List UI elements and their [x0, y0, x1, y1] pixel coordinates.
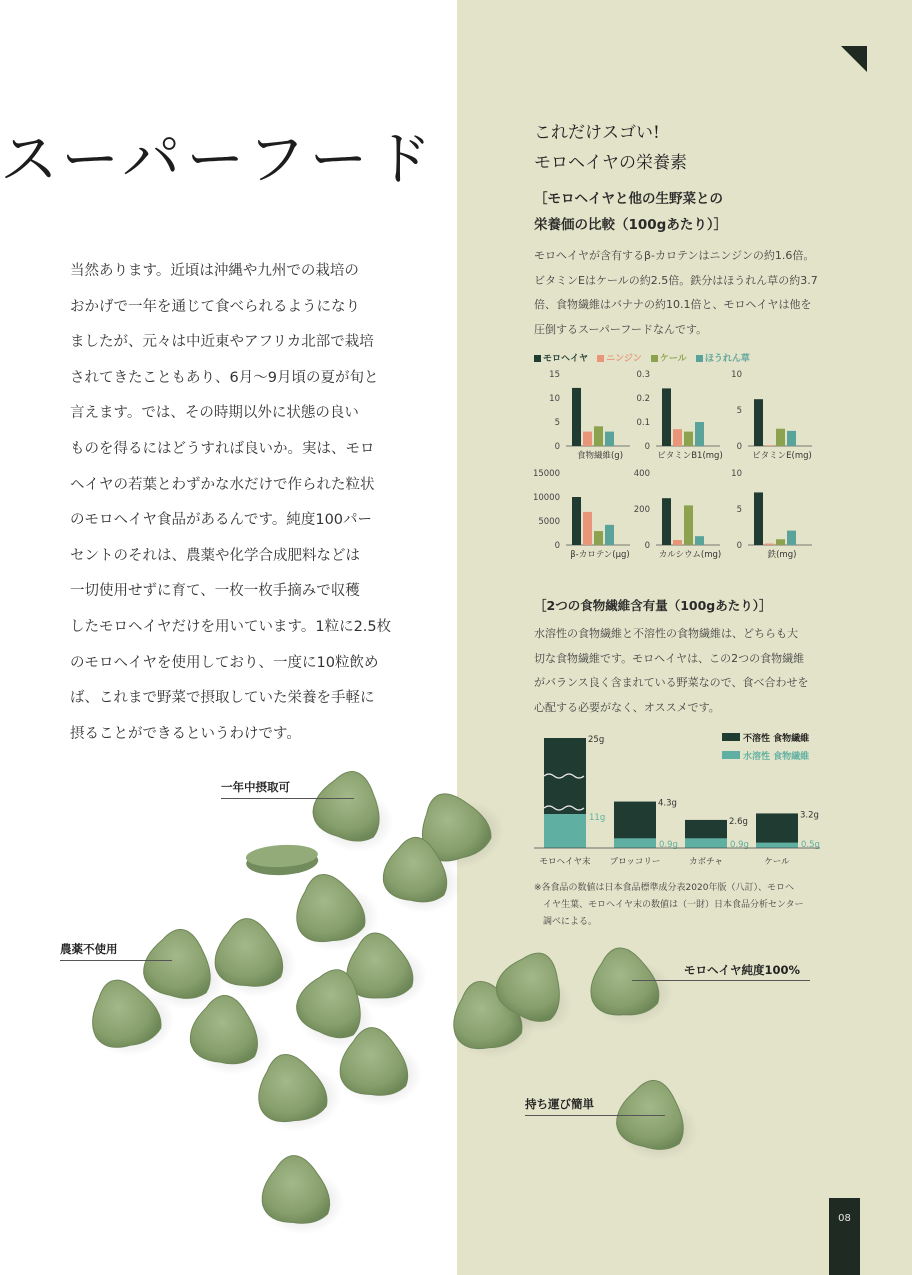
y-tick-label: 0: [736, 541, 742, 551]
y-tick-label: 5: [736, 406, 742, 416]
y-tick-label: 10: [731, 370, 742, 380]
tag-leader-line: [525, 1115, 665, 1116]
legend-label: ケール: [659, 354, 687, 364]
source-note-line: 調べによる。: [534, 917, 598, 927]
tag-leader-line: [221, 798, 354, 799]
y-tick-label: 400: [633, 469, 650, 479]
body-line: のモロヘイヤを使用しており、一度に10粒飲め: [70, 654, 379, 671]
compare-heading-line: 栄養価の比較（100gあたり）］: [534, 217, 728, 233]
page-number: 08: [838, 1213, 851, 1224]
y-tick-label: 0.2: [636, 394, 650, 404]
soluble-label: 11g: [589, 813, 606, 823]
tag-leader-line: [632, 980, 810, 981]
y-tick-label: 0: [644, 442, 650, 452]
category-label: モロヘイヤ末: [539, 857, 591, 867]
category-label: ブロッコリー: [609, 857, 661, 867]
body-line: 言えます。では、その時期以外に状態の良い: [70, 405, 359, 422]
fiber-paragraph-line: がバランス良く含まれている野菜なので、食べ合わせを: [534, 676, 809, 689]
total-label: 2.6g: [729, 816, 748, 827]
total-label: 4.3g: [658, 798, 677, 809]
page-number-box: [829, 1198, 860, 1275]
tag-portable: 持ち運び簡単: [525, 1097, 594, 1111]
body-line: ば、これまで野菜で摂取していた栄養を手軽に: [70, 690, 375, 707]
compare-paragraph-line: ビタミンEはケールの約2.5倍。鉄分はほうれん草の約3.7: [534, 273, 818, 287]
tag-year-round: 一年中摂取可: [221, 780, 290, 794]
y-tick-label: 200: [633, 505, 650, 515]
y-tick-label: 5000: [538, 517, 560, 527]
tablet: [262, 1156, 345, 1235]
y-tick-label: 15000: [532, 469, 560, 479]
body-line: ましたが、元々は中近東やアフリカ北部で栽培: [70, 334, 374, 351]
y-tick-label: 0.3: [636, 370, 650, 380]
panel-label: 鉄(mg): [767, 550, 797, 560]
nutrient-heading-line: これだけスゴい!: [534, 123, 660, 143]
body-line: のモロヘイヤ食品があるんです。純度100パー: [70, 512, 373, 529]
soluble-label: 0.9g: [730, 840, 749, 850]
compare-heading-line: ［モロヘイヤと他の生野菜との: [534, 191, 723, 207]
fiber-paragraph-line: 水溶性の食物繊維と不溶性の食物繊維は、どちらも大: [534, 627, 798, 640]
fiber-heading: ［2つの食物繊維含有量（100gあたり）］: [534, 598, 772, 613]
legend-label: モロヘイヤ: [543, 354, 589, 364]
panel-label: ビタミンB1(mg): [657, 451, 723, 461]
panel-label: カルシウム(mg): [658, 550, 722, 560]
y-tick-label: 5: [554, 418, 560, 428]
compare-paragraph-line: モロヘイヤが含有するβ-カロテンはニンジンの約1.6倍。: [534, 249, 815, 262]
fiber-paragraph-line: 切な食物繊維です。モロヘイヤは、この2つの食物繊維: [534, 651, 805, 665]
y-tick-label: 10: [549, 394, 560, 404]
soluble-label: 0.5g: [801, 840, 820, 850]
body-line: おかげで一年を通じて食べられるようになり: [70, 298, 360, 315]
legend-label-insoluble: 不溶性 食物繊維: [743, 734, 810, 744]
panel-label: 食物繊維(g): [576, 451, 624, 461]
y-tick-label: 10000: [532, 493, 560, 503]
y-tick-label: 0: [644, 541, 650, 551]
compare-paragraph-line: 倍、食物繊維はバナナの約10.1倍と、モロヘイヤは他を: [534, 298, 812, 311]
soluble-label: 0.9g: [659, 840, 678, 850]
total-label: 3.2g: [800, 810, 819, 821]
tag-no-pesticide: 農薬不使用: [60, 942, 118, 956]
fiber-paragraph-line: 心配する必要がなく、オススメです。: [534, 700, 720, 714]
tablet: [610, 1075, 705, 1167]
body-line: セントのそれは、農薬や化学合成肥料などは: [70, 547, 360, 564]
tag-leader-line: [60, 960, 172, 961]
y-tick-label: 0.1: [636, 418, 650, 428]
tablet-side: [245, 843, 318, 877]
tablet: [304, 764, 404, 861]
category-label: カボチャ: [689, 857, 723, 867]
legend-label: ニンジン: [606, 354, 642, 364]
compare-paragraph-line: 圧倒するスーパーフードなんです。: [534, 322, 708, 336]
body-line: ものを得るにはどうすれば良いか。実は、モロ: [70, 440, 375, 457]
legend-label: ほうれん草: [704, 354, 750, 364]
legend-label-soluble: 水溶性 食物繊維: [743, 752, 810, 762]
tablet: [587, 944, 676, 1030]
source-note-line: イヤ生葉、モロヘイヤ末の数値は（一財）日本食品分析センター: [534, 900, 804, 910]
page-title: スーパーフード: [0, 125, 438, 193]
y-tick-label: 0: [554, 442, 560, 452]
tag-purity: モロヘイヤ純度100%: [684, 963, 801, 977]
body-line: 当然あります。近頃は沖縄や九州での栽培の: [70, 263, 359, 279]
source-note-line: ※各食品の数値は日本食品標準成分表2020年版（八訂）、モロヘ: [534, 883, 794, 893]
y-tick-label: 15: [549, 370, 560, 380]
body-line: 摂ることができるというわけです。: [70, 725, 301, 742]
body-line: 一切使用せずに育て、一枚一枚手摘みで収穫: [70, 583, 360, 600]
body-line: したモロヘイヤだけを用いています。1粒に2.5枚: [70, 618, 392, 635]
panel-label: ビタミンE(mg): [752, 451, 812, 461]
panel-label: β-カロテン(μg): [570, 550, 630, 560]
body-line: ヘイヤの若葉とわずかな水だけで作られた粒状: [70, 476, 375, 493]
total-label: 25g: [588, 735, 605, 745]
y-tick-label: 5: [736, 505, 742, 515]
category-label: ケール: [764, 857, 790, 867]
tablet: [215, 919, 298, 998]
y-tick-label: 0: [554, 541, 560, 551]
y-tick-label: 0: [736, 442, 742, 452]
nutrient-heading-line: モロヘイヤの栄養素: [534, 153, 687, 173]
body-line: されてきたこともあり、6月〜9月頃の夏が旬と: [70, 369, 379, 386]
y-tick-label: 10: [731, 469, 742, 479]
